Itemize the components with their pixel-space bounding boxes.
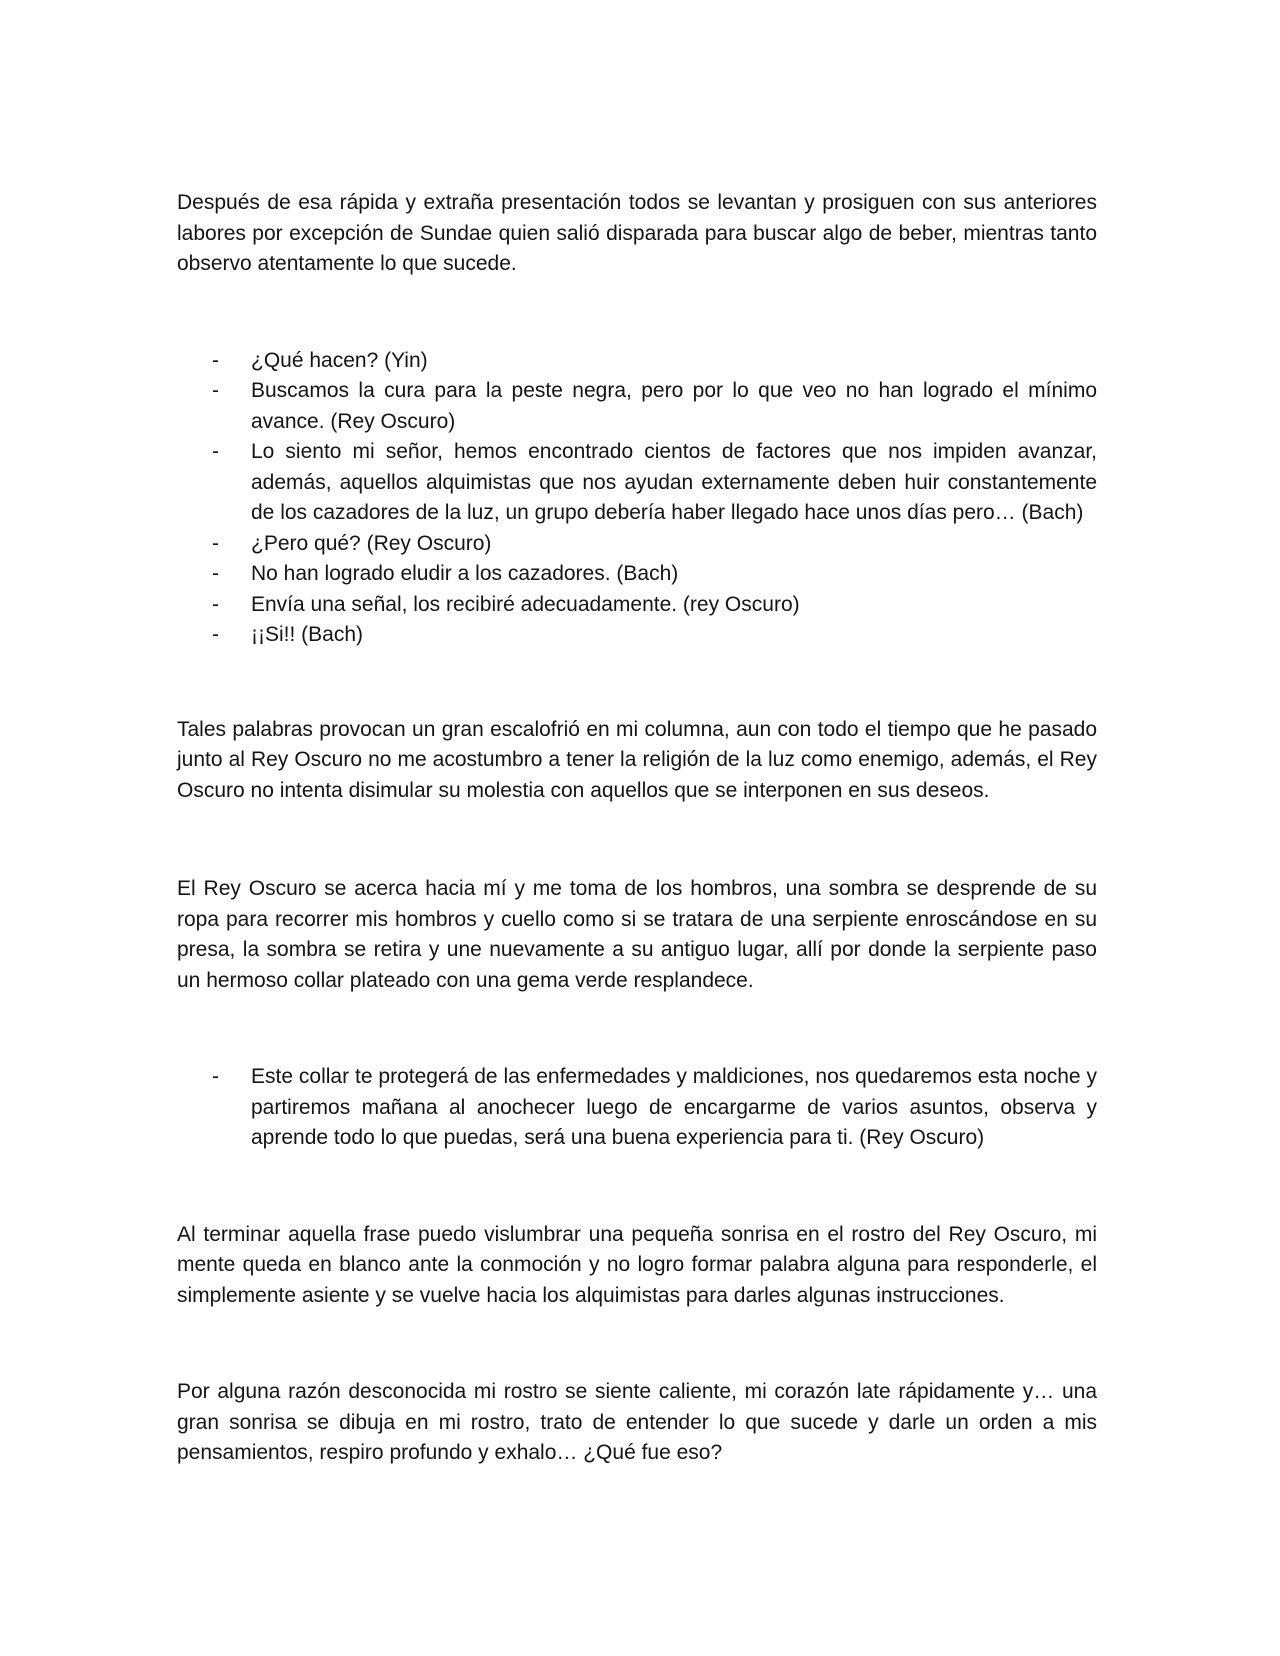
paragraph-spacer [177,1311,1097,1377]
dialogue-list-2 [177,1062,1097,1154]
dialogue-line [177,376,1097,437]
paragraph-5: Por alguna razón desconocida mi rostro se siente caliente, mi corazón late rápidamente y… una gran sonrisa se dibuja en mi rostro, trato de entender lo que sucede y darle un orden a mis pensamientos, respiro profundo y exhalo… ¿Qué fue eso? [177,1380,1097,1464]
dialogue-line [177,529,1097,560]
dialogue-text: ¿Pero qué? (Rey Oscuro) [251,531,492,555]
dialogue-line [177,559,1097,590]
dialogue-text: ¿Qué hacen? (Yin) [251,348,428,372]
document-page [177,188,1097,1469]
paragraph-spacer [177,806,1097,874]
dash-marker: - [212,379,219,402]
dash-marker: - [212,1065,219,1088]
dash-marker: - [212,348,219,372]
paragraph-4: Al terminar aquella frase puedo vislumbrar una pequeña sonrisa en el rostro del Rey Oscuro, mi mente queda en blanco ante la conmoción y no logro formar palabra alguna para responderle, el simplemente asiente y se vuelve hacia los alquimistas para darles algunas instrucciones. [177,1222,1097,1307]
dash-marker: - [212,440,219,463]
dialogue-text: Buscamos la cura para la peste negra, pero por lo que veo no han logrado el mínimo avance. (Rey Oscuro) [251,379,1097,433]
dialogue-text: Envía una señal, los recibiré adecuadamente. (rey Oscuro) [251,592,800,616]
dialogue-text: Lo siento mi señor, hemos encontrado cientos de factores que nos impiden avanzar, además, aquellos alquimistas que nos ayudan externamente deben huir constantemente de los cazadores de la luz, un grupo debería haber llegado hace unos días pero… (Bach) [251,440,1097,524]
dialogue-text: ¡¡Si!! (Bach) [251,623,364,646]
paragraph-spacer [177,996,1097,1062]
dialogue-line [177,437,1097,529]
dialogue-text: Este collar te protegerá de las enfermedades y maldiciones, nos quedaremos esta noche y partiremos mañana al anochecer luego de encargarme de varios asuntos, observa y aprende todo lo que puedas, será una buena experiencia para ti. (Rey Oscuro) [251,1065,1097,1149]
dash-marker: - [212,531,219,555]
paragraph-spacer [177,1154,1097,1220]
paragraph-spacer [177,651,1097,715]
dialogue-line [177,1062,1097,1154]
dialogue-line [177,346,1097,377]
dash-marker: - [212,592,219,616]
dialogue-text: No han logrado eludir a los cazadores. (Bach) [251,562,679,585]
paragraph-3: El Rey Oscuro se acerca hacia mí y me toma de los hombros, una sombra se desprende de su ropa para recorrer mis hombros y cuello como si se tratara de una serpiente enroscándose en su presa, la sombra se retira y une nuevamente a su antiguo lugar, allí por donde la serpiente paso un hermoso collar plateado con una gema verde resplandece. [177,877,1097,992]
paragraph-1: Después de esa rápida y extraña presentación todos se levantan y prosiguen con sus anteriores labores por excepción de Sundae quien salió disparada para buscar algo de beber, mientras tanto observo atentamente lo que sucede. [177,191,1097,275]
dialogue-line [177,590,1097,621]
paragraph-2: Tales palabras provocan un gran escalofrió en mi columna, aun con todo el tiempo que he pasado junto al Rey Oscuro no me acostumbro a tener la religión de la luz como enemigo, además, el Rey Oscuro no intenta disimular su molestia con aquellos que se interponen en sus deseos. [177,717,1097,802]
dash-marker: - [212,562,219,585]
dash-marker: - [212,623,219,646]
dialogue-list-1 [177,346,1097,651]
dialogue-line [177,620,1097,651]
paragraph-spacer [177,280,1097,346]
